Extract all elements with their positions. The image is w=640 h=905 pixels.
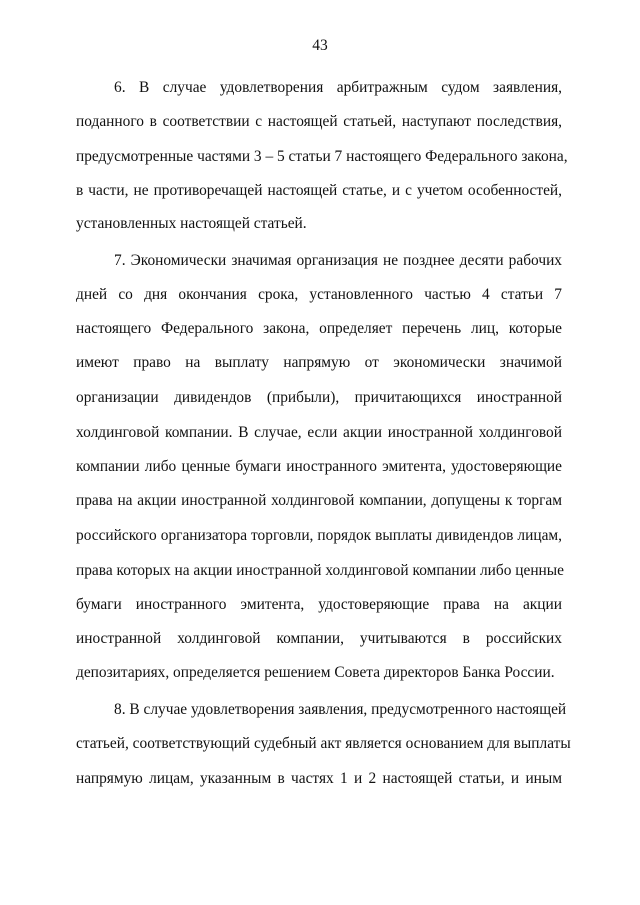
paragraph-7-line-9: российского организатора торговли, порядок выплаты дивидендов лицам, bbox=[76, 527, 562, 544]
paragraph-7-line-1: 7. Экономически значимая организация не позднее десяти рабочих bbox=[114, 252, 562, 269]
paragraph-6-line-3: предусмотренные частями 3 – 5 статьи 7 настоящего Федерального закона, bbox=[76, 148, 568, 165]
paragraph-7-line-12: иностранной холдинговой компании, учитываются в российских bbox=[76, 630, 562, 647]
paragraph-7-line-5: организации дивидендов (прибыли), причитающихся иностранной bbox=[76, 389, 562, 406]
paragraph-7-line-7: компании либо ценные бумаги иностранного эмитента, удостоверяющие bbox=[76, 458, 562, 475]
paragraph-8-line-3: напрямую лицам, указанным в частях 1 и 2 настоящей статьи, и иным bbox=[76, 770, 562, 787]
paragraph-8-line-2: статьей, соответствующий судебный акт является основанием для выплаты bbox=[76, 735, 571, 752]
paragraph-7-line-6: холдинговой компании. В случае, если акции иностранной холдинговой bbox=[76, 424, 562, 441]
paragraph-7-line-2: дней со дня окончания срока, установленного частью 4 статьи 7 bbox=[76, 286, 562, 303]
paragraph-7-line-10: права которых на акции иностранной холдинговой компании либо ценные bbox=[76, 562, 564, 579]
paragraph-7-line-4: имеют право на выплату напрямую от экономически значимой bbox=[76, 354, 562, 371]
page-number: 43 bbox=[312, 37, 328, 54]
paragraph-6-line-1: 6. В случае удовлетворения арбитражным судом заявления, bbox=[114, 79, 562, 96]
paragraph-6-line-2: поданного в соответствии с настоящей статьей, наступают последствия, bbox=[76, 113, 562, 130]
paragraph-7-line-13: депозитариях, определяется решением Совета директоров Банка России. bbox=[76, 664, 555, 681]
paragraph-7-line-8: права на акции иностранной холдинговой компании, допущены к торгам bbox=[76, 492, 562, 509]
paragraph-7-line-3: настоящего Федерального закона, определяет перечень лиц, которые bbox=[76, 320, 562, 337]
paragraph-6-line-5: установленных настоящей статьей. bbox=[76, 215, 307, 232]
paragraph-6-line-4: в части, не противоречащей настоящей статье, и с учетом особенностей, bbox=[76, 182, 562, 199]
paragraph-7-line-11: бумаги иностранного эмитента, удостоверяющие права на акции bbox=[76, 596, 562, 613]
paragraph-8-line-1: 8. В случае удовлетворения заявления, предусмотренного настоящей bbox=[114, 701, 567, 718]
